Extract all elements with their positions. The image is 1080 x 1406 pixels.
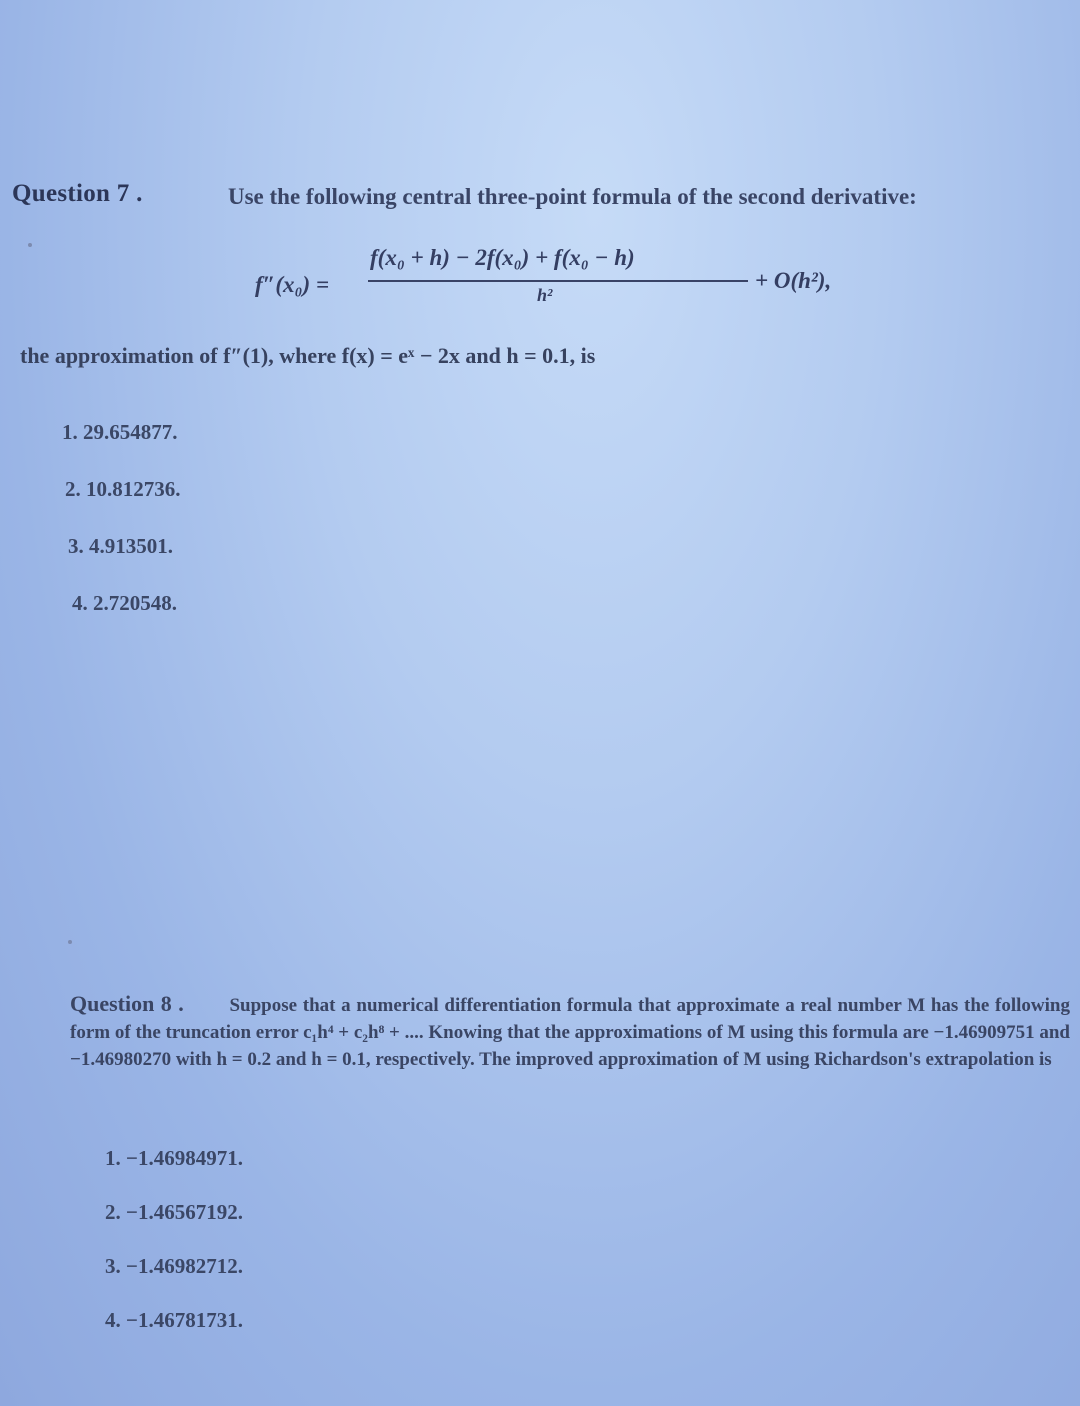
question-8-option-1[interactable]: 1. −1.46984971. xyxy=(105,1146,243,1170)
formula-denominator: h² xyxy=(537,285,553,305)
question-8-option-4[interactable]: 4. −1.46781731. xyxy=(105,1308,243,1332)
question-7-heading: Question 7 . xyxy=(12,180,143,207)
question-7-intro: Use the following central three-point formula of the second derivative: xyxy=(228,184,917,209)
question-7-prompt: the approximation of f″(1), where f(x) = eˣ − 2x and h = 0.1, is xyxy=(20,343,596,368)
second-derivative-formula xyxy=(255,245,905,325)
question-8-option-3[interactable]: 3. −1.46982712. xyxy=(105,1254,243,1278)
question-8-body xyxy=(70,990,1070,1073)
formula-numerator: f(x₀ + h) − 2f(x₀) + f(x₀ − h) xyxy=(370,245,635,270)
bullet-dot xyxy=(68,940,72,944)
question-8-text: Suppose that a numerical differentiation formula that approximate a real number M has the following form of the truncation error c₁h⁴ + c₂h⁸ + .... Knowing that the approximations of M using this formula are −1.46909751 and −1.46980270 with h = 0.2 and h = 0.1, respectively. The improved approximation of M using Richardson's extrapolation is xyxy=(70,995,1070,1070)
formula-lhs: f″(x₀) = xyxy=(255,272,330,297)
bullet-dot xyxy=(28,243,32,247)
question-7-option-2[interactable]: 2. 10.812736. xyxy=(65,477,181,501)
question-8-option-2[interactable]: 2. −1.46567192. xyxy=(105,1200,243,1224)
question-7-option-4[interactable]: 4. 2.720548. xyxy=(72,591,177,615)
question-7-option-3[interactable]: 3. 4.913501. xyxy=(68,534,173,558)
formula-error-term: + O(h²), xyxy=(755,268,832,293)
fraction-bar xyxy=(368,280,748,282)
question-7-option-1[interactable]: 1. 29.654877. xyxy=(62,420,178,444)
question-8-heading: Question 8 . xyxy=(70,991,184,1016)
